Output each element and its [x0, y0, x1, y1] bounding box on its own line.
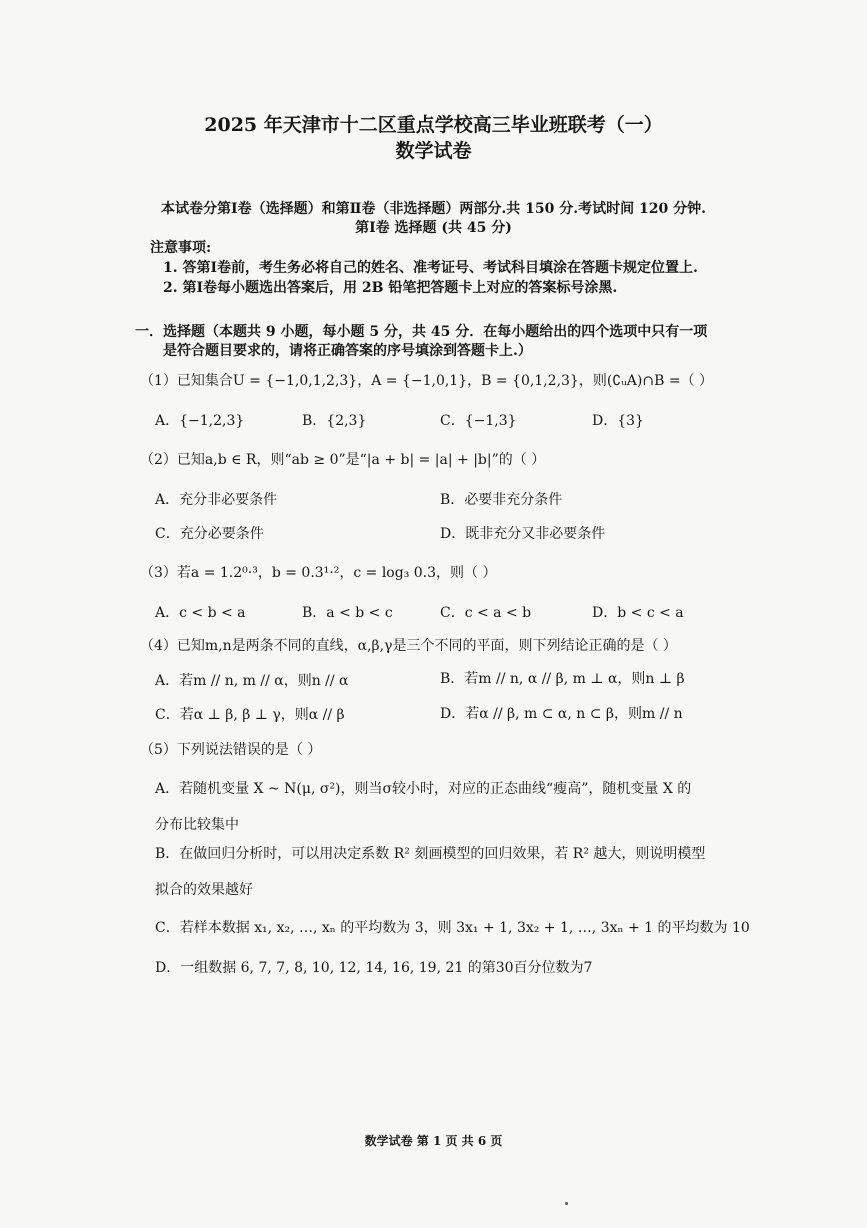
notice-item: 2. 第Ⅰ卷每小题选出答案后，用 2B 铅笔把答题卡上对应的答案标号涂黑. [163, 280, 618, 296]
option-a: A．若随机变量 X ~ N(μ, σ²)，则当σ较小时，对应的正态曲线“瘦高”，随机变量 X 的 [155, 781, 692, 797]
option-d: D．若α // β, m ⊂ α, n ⊂ β，则m // n [440, 706, 683, 722]
option-a: A．{−1,2,3} [155, 413, 245, 429]
option-d: D．既非充分又非必要条件 [440, 526, 606, 542]
option-d: D．一组数据 6, 7, 7, 8, 10, 12, 14, 16, 19, 21 的第30百分位数为7 [155, 960, 593, 976]
option-a: A．c < b < a [155, 605, 246, 621]
part-one-heading: 第Ⅰ卷 选择题 (共 45 分) [355, 220, 512, 236]
option-b: B．若m // n, α // β, m ⊥ α，则n ⊥ β [440, 671, 685, 687]
option-a: A．若m // n, m // α，则n // α [155, 673, 349, 689]
exam-subtitle: 数学试卷 [395, 140, 472, 162]
exam-intro: 本试卷分第Ⅰ卷（选择题）和第Ⅱ卷（非选择题）两部分.共 150 分.考试时间 120 分钟. [161, 201, 706, 217]
option-c: C．若样本数据 x₁, x₂, …, xₙ 的平均数为 3，则 3x₁ + 1, 3x₂ + 1, …, 3xₙ + 1 的平均数为 10 [155, 920, 750, 936]
option-c: C．c < a < b [440, 605, 532, 621]
exam-title: 2025 年天津市十二区重点学校高三毕业班联考（一） [204, 114, 663, 136]
option-c: C．{−1,3} [440, 413, 517, 429]
section-heading-cont: 是符合题目要求的，请将正确答案的序号填涂到答题卡上.） [163, 343, 532, 359]
option-a-cont: 分布比较集中 [155, 817, 239, 833]
option-b: B．在做回归分析时，可以用决定系数 R² 刻画模型的回归效果，若 R² 越大，则说明模型 [155, 846, 706, 862]
option-d: D．{3} [592, 413, 644, 429]
page-footer: 数学试卷 第 1 页 共 6 页 [364, 1134, 503, 1148]
question-stem: （1）已知集合U = {−1,0,1,2,3}，A = {−1,0,1}，B = {0,1,2,3}，则(∁ᵤA)∩B =（ ） [140, 373, 714, 389]
notice-heading: 注意事项: [150, 240, 212, 256]
question-stem: （2）已知a,b ∈ R，则“ab ≥ 0”是“|a + b| = |a| + |b|”的（ ） [140, 452, 546, 468]
option-a: A．充分非必要条件 [155, 492, 278, 508]
question-stem: （5）下列说法错误的是（ ） [140, 742, 322, 758]
option-c: C．若α ⊥ β, β ⊥ γ，则α // β [155, 707, 345, 723]
question-stem: （4）已知m,n是两条不同的直线，α,β,γ是三个不同的平面，则下列结论正确的是（ ） [140, 638, 677, 654]
question-stem: （3）若a = 1.2⁰·³，b = 0.3¹·²，c = log₃ 0.3，则（ ） [140, 565, 497, 581]
scan-speck [565, 1202, 568, 1205]
option-b: B．必要非充分条件 [440, 492, 563, 508]
option-c: C．充分必要条件 [155, 526, 264, 542]
option-d: D．b < c < a [592, 605, 684, 621]
option-b: B．a < b < c [302, 605, 393, 621]
section-heading: 一．选择题（本题共 9 小题，每小题 5 分，共 45 分．在每小题给出的四个选项中只有一项 [135, 324, 708, 340]
option-b-cont: 拟合的效果越好 [155, 882, 253, 898]
option-b: B．{2,3} [302, 413, 367, 429]
notice-item: 1. 答第Ⅰ卷前，考生务必将自己的姓名、准考证号、考试科目填涂在答题卡规定位置上. [163, 260, 698, 276]
